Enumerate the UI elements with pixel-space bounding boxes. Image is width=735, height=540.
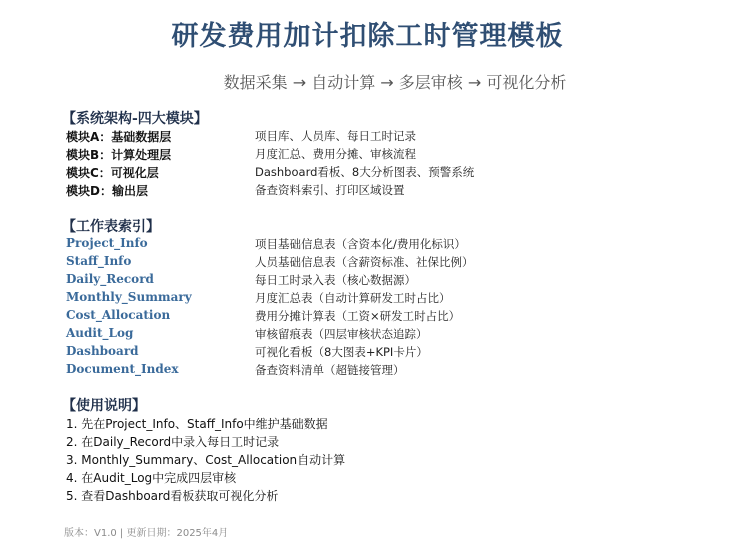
usage-step: 3. Monthly_Summary、Cost_Allocation自动计算 xyxy=(66,453,346,467)
sheet-desc: 人员基础信息表（含薪资标准、社保比例） xyxy=(255,255,474,269)
module-name: 模块B：计算处理层 xyxy=(66,148,172,162)
sheet-link-document-index[interactable]: Document_Index xyxy=(66,362,179,376)
sheet-desc: 月度汇总表（自动计算研发工时占比） xyxy=(255,291,451,305)
usage-heading: 【使用说明】 xyxy=(62,398,146,414)
module-name: 模块A：基础数据层 xyxy=(66,130,172,144)
usage-step: 2. 在Daily_Record中录入每日工时记录 xyxy=(66,435,280,449)
module-desc: 备查资料索引、打印区域设置 xyxy=(255,183,405,197)
usage-step: 4. 在Audit_Log中完成四层审核 xyxy=(66,471,237,485)
sheet-link-cost-allocation[interactable]: Cost_Allocation xyxy=(66,308,171,322)
usage-step: 5. 查看Dashboard看板获取可视化分析 xyxy=(66,489,279,503)
version-footer: 版本：V1.0 | 更新日期：2025年4月 xyxy=(64,528,229,539)
sheet-link-monthly-summary[interactable]: Monthly_Summary xyxy=(66,290,192,304)
sheet-link-project-info[interactable]: Project_Info xyxy=(66,236,148,250)
page-subtitle: 数据采集 → 自动计算 → 多层审核 → 可视化分析 xyxy=(223,73,567,92)
module-desc: 月度汇总、费用分摊、审核流程 xyxy=(255,147,416,161)
sheet-link-audit-log[interactable]: Audit_Log xyxy=(66,326,134,340)
module-desc: 项目库、人员库、每日工时记录 xyxy=(255,129,416,143)
usage-step: 1. 先在Project_Info、Staff_Info中维护基础数据 xyxy=(66,417,328,431)
sheet-desc: 可视化看板（8大图表+KPI卡片） xyxy=(255,345,428,359)
module-name: 模块C：可视化层 xyxy=(66,166,159,180)
sheet-link-dashboard[interactable]: Dashboard xyxy=(66,344,139,358)
sheet-desc: 备查资料清单（超链接管理） xyxy=(255,363,405,377)
sheet-desc: 费用分摊计算表（工资×研发工时占比） xyxy=(255,309,461,323)
sheet-desc: 审核留痕表（四层审核状态追踪） xyxy=(255,327,428,341)
sheets-heading: 【工作表索引】 xyxy=(62,219,160,235)
page-title: 研发费用加计扣除工时管理模板 xyxy=(171,21,564,52)
module-name: 模块D：输出层 xyxy=(66,184,148,198)
sheet-link-staff-info[interactable]: Staff_Info xyxy=(66,254,132,268)
sheet-desc: 项目基础信息表（含资本化/费用化标识） xyxy=(255,237,466,251)
architecture-heading: 【系统架构-四大模块】 xyxy=(62,111,208,127)
module-desc: Dashboard看板、8大分析图表、预警系统 xyxy=(255,165,475,179)
sheet-link-daily-record[interactable]: Daily_Record xyxy=(66,272,154,286)
sheet-desc: 每日工时录入表（核心数据源） xyxy=(255,273,416,287)
